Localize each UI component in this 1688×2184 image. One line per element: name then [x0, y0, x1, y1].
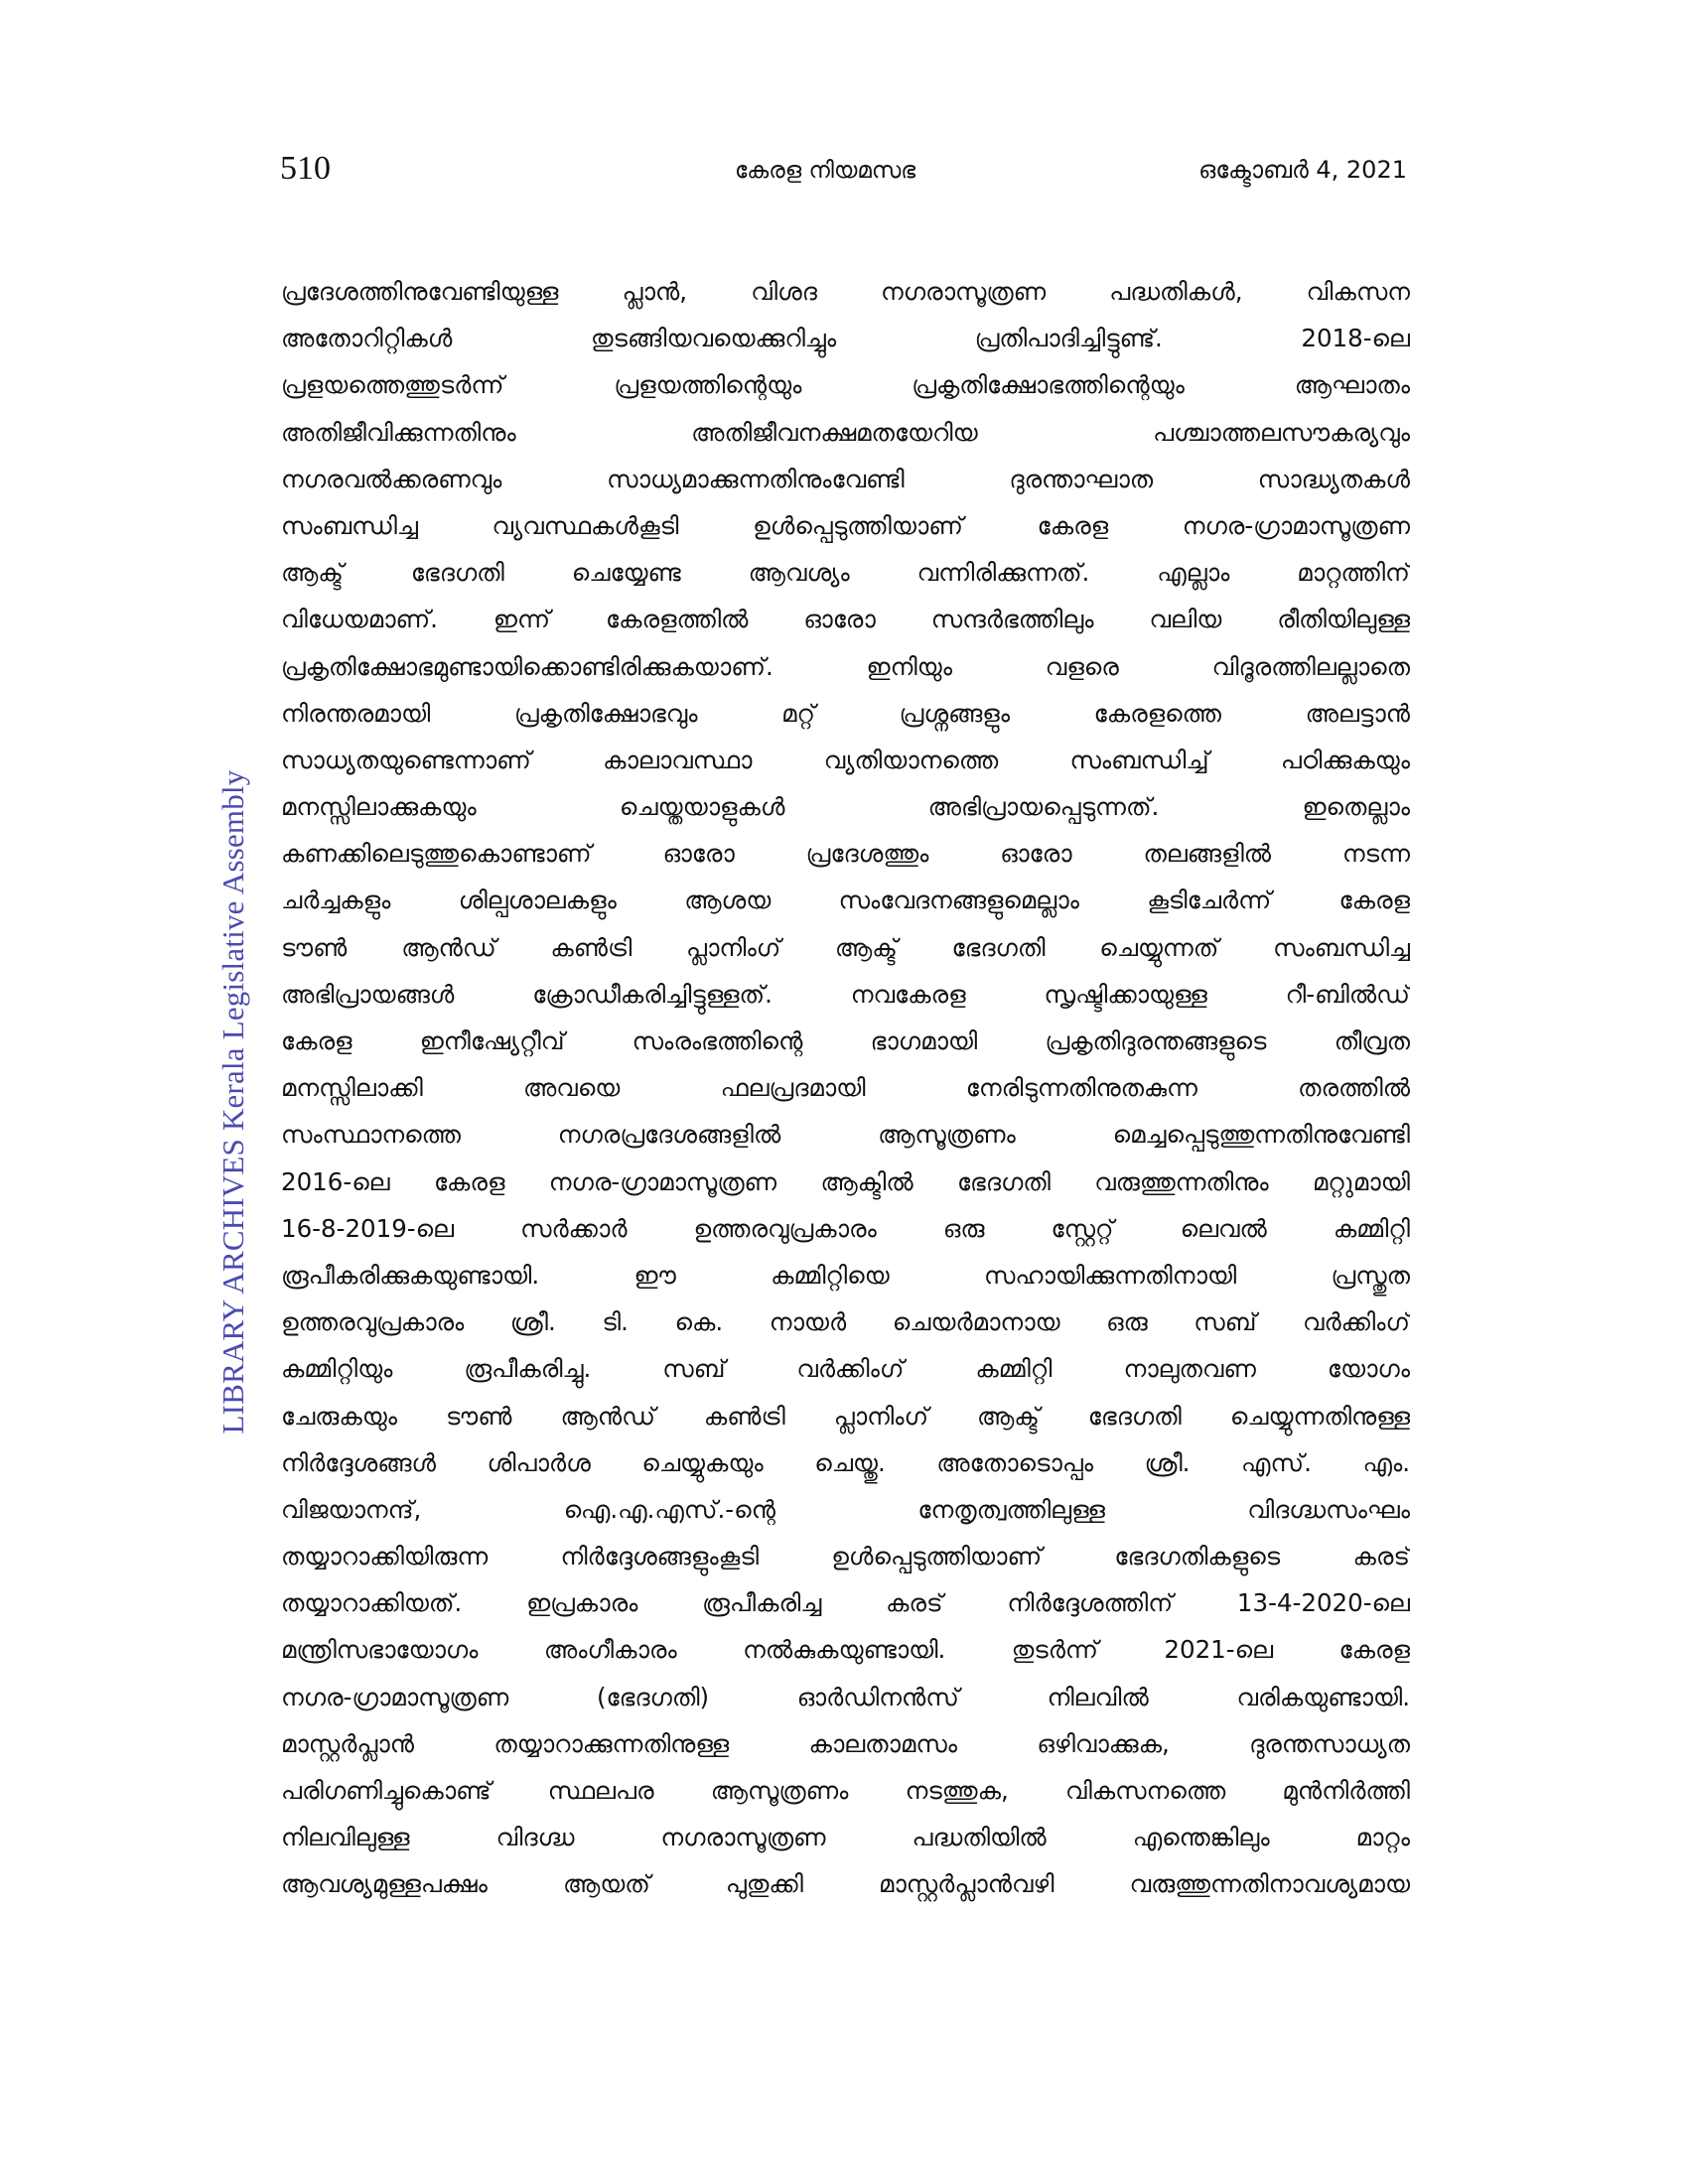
- body-line: രൂപീകരിക്കുകയുണ്ടായി. ഈ കമ്മിറ്റിയെ സഹായിക്കുന്നതിനായി പ്രസ്തുത: [281, 1260, 1410, 1290]
- body-line: ടൗൺ ആൻഡ് കൺട്രി പ്ലാനിംഗ് ആക്ട് ഭേദഗതി ചെയ്യുന്നത് സംബന്ധിച്ച: [281, 932, 1410, 962]
- body-line: വിജയാനന്ദ്, ഐ.എ.എസ്.-ന്റെ നേതൃത്വത്തിലുള്ള വിദഗ്ദ്ധസംഘം: [281, 1494, 1410, 1524]
- body-line: കമ്മിറ്റിയും രൂപീകരിച്ചു. സബ് വർക്കിംഗ് കമ്മിറ്റി നാലുതവണ യോഗം: [281, 1354, 1410, 1384]
- page-number: 510: [280, 150, 331, 187]
- body-line: മന്ത്രിസഭായോഗം അംഗീകാരം നൽകുകയുണ്ടായി. തുടർന്ന് 2021-ലെ കേരള: [281, 1635, 1410, 1665]
- body-line: കേരള ഇനീഷ്യേറ്റീവ് സംരംഭത്തിന്റെ ഭാഗമായി പ്രകൃതിദുരന്തങ്ങളുടെ തീവ്രത: [281, 1026, 1410, 1055]
- running-title: കേരള നിയമസഭ: [735, 158, 916, 184]
- body-line: വിധേയമാണ്. ഇന്ന് കേരളത്തിൽ ഓരോ സന്ദർഭത്തിലും വലിയ രീതിയിലുള്ള: [281, 605, 1410, 634]
- body-line: 2016-ലെ കേരള നഗര-ഗ്രാമാസൂത്രണ ആക്ടിൽ ഭേദഗതി വരുത്തുന്നതിനും മറ്റുമായി: [281, 1166, 1410, 1196]
- body-line: തയ്യാറാക്കിയിരുന്ന നിർദ്ദേശങ്ങളുംകൂടി ഉൾപ്പെടുത്തിയാണ് ഭേദഗതികളുടെ കരട്: [281, 1542, 1410, 1571]
- body-line: നഗര-ഗ്രാമാസൂത്രണ (ഭേദഗതി) ഓർഡിനൻസ് നിലവിൽ വരികയുണ്ടായി.: [281, 1682, 1410, 1711]
- body-line: നിർദ്ദേശങ്ങൾ ശിപാർശ ചെയ്യുകയും ചെയ്തു. അതോടൊപ്പം ശ്രീ. എസ്. എം.: [281, 1447, 1410, 1477]
- body-line: ആവശ്യമുള്ളപക്ഷം ആയത് പുതുക്കി മാസ്റ്റർപ്ലാൻവഴി വരുത്തുന്നതിനാവശ്യമായ: [281, 1869, 1410, 1899]
- body-line: മാസ്റ്റർപ്ലാൻ തയ്യാറാക്കുന്നതിനുള്ള കാലതാമസം ഒഴിവാക്കുക, ദുരന്തസാധ്യത: [281, 1728, 1410, 1758]
- library-watermark: LIBRARY ARCHIVES Kerala Legislative Assembly: [215, 769, 250, 1434]
- body-line: പരിഗണിച്ചുകൊണ്ട് സ്ഥലപര ആസൂത്രണം നടത്തുക, വികസനത്തെ മുൻനിർത്തി: [281, 1776, 1410, 1805]
- body-line: അതോറിറ്റികൾ തുടങ്ങിയവയെക്കുറിച്ചും പ്രതിപാദിച്ചിട്ടുണ്ട്. 2018-ലെ: [281, 324, 1410, 353]
- body-line: പ്രദേശത്തിനുവേണ്ടിയുള്ള പ്ലാൻ, വിശദ നഗരാസൂത്രണ പദ്ധതികൾ, വികസന: [281, 277, 1410, 306]
- body-line: ആക്ട് ഭേദഗതി ചെയ്യേണ്ട ആവശ്യം വന്നിരിക്കുന്നത്. എല്ലാം മാറ്റത്തിന്: [281, 558, 1410, 588]
- body-line: 16-8-2019-ലെ സർക്കാർ ഉത്തരവുപ്രകാരം ഒരു സ്റ്റേറ്റ് ലെവൽ കമ്മിറ്റി: [281, 1213, 1410, 1243]
- body-line: മനസ്സിലാക്കി അവയെ ഫലപ്രദമായി നേരിടുന്നതിനുതകുന്ന തരത്തിൽ: [281, 1073, 1410, 1103]
- body-text: [281, 268, 1410, 1908]
- page-date: ഒക്ടോബർ 4, 2021: [1198, 156, 1407, 184]
- body-line: അഭിപ്രായങ്ങൾ ക്രോഡീകരിച്ചിട്ടുള്ളത്. നവകേരള സൃഷ്ടിക്കായുള്ള റീ-ബിൽഡ്: [281, 979, 1410, 1009]
- body-line: തയ്യാറാക്കിയത്. ഇപ്രകാരം രൂപീകരിച്ച കരട് നിർദ്ദേശത്തിന് 13-4-2020-ലെ: [281, 1588, 1410, 1618]
- body-line: ചർച്ചകളും ശില്പശാലകളും ആശയ സംവേദനങ്ങളുമെല്ലാം കൂടിചേർന്ന് കേരള: [281, 886, 1410, 915]
- body-line: സംബന്ധിച്ച വ്യവസ്ഥകൾകൂടി ഉൾപ്പെടുത്തിയാണ് കേരള നഗര-ഗ്രാമാസൂത്രണ: [281, 510, 1410, 540]
- body-line: അതിജീവിക്കുന്നതിനും അതിജീവനക്ഷമതയേറിയ പശ്ചാത്തലസൗകര്യവും: [281, 417, 1410, 447]
- body-line: ചേരുകയും ടൗൺ ആൻഡ് കൺട്രി പ്ലാനിംഗ് ആക്ട് ഭേദഗതി ചെയ്യുന്നതിനുള്ള: [281, 1401, 1410, 1431]
- body-line: കണക്കിലെടുത്തുകൊണ്ടാണ് ഓരോ പ്രദേശത്തും ഓരോ തലങ്ങളിൽ നടന്ന: [281, 839, 1410, 869]
- body-line: നഗരവൽക്കരണവും സാധ്യമാക്കുന്നതിനുംവേണ്ടി ദുരന്താഘാത സാദ്ധ്യതകൾ: [281, 464, 1410, 493]
- body-line: സാധ്യതയുണ്ടെന്നാണ് കാലാവസ്ഥാ വ്യതിയാനത്തെ സംബന്ധിച്ച് പഠിക്കുകയും: [281, 745, 1410, 774]
- body-line: നിരന്തരമായി പ്രകൃതിക്ഷോഭവും മറ്റ് പ്രശ്നങ്ങളും കേരളത്തെ അലട്ടാൻ: [281, 698, 1410, 728]
- body-line: പ്രളയത്തെത്തുടർന്ന് പ്രളയത്തിന്റെയും പ്രകൃതിക്ഷോഭത്തിന്റെയും ആഘാതം: [281, 370, 1410, 400]
- body-line: പ്രകൃതിക്ഷോഭമുണ്ടായിക്കൊണ്ടിരിക്കുകയാണ്. ഇനിയും വളരെ വിദൂരത്തിലല്ലാതെ: [281, 651, 1410, 681]
- body-line: സംസ്ഥാനത്തെ നഗരപ്രദേശങ്ങളിൽ ആസൂത്രണം മെച്ചപ്പെടുത്തുന്നതിനുവേണ്ടി: [281, 1120, 1410, 1150]
- body-line: ഉത്തരവുപ്രകാരം ശ്രീ. ടി. കെ. നായർ ചെയർമാനായ ഒരു സബ് വർക്കിംഗ്: [281, 1307, 1410, 1337]
- body-line: മനസ്സിലാക്കുകയും ചെയ്തയാളുകൾ അഭിപ്രായപ്പെടുന്നത്. ഇതെല്ലാം: [281, 792, 1410, 822]
- body-line: നിലവിലുള്ള വിദഗ്ദ്ധ നഗരാസൂത്രണ പദ്ധതിയിൽ എന്തെങ്കിലും മാറ്റം: [281, 1823, 1410, 1852]
